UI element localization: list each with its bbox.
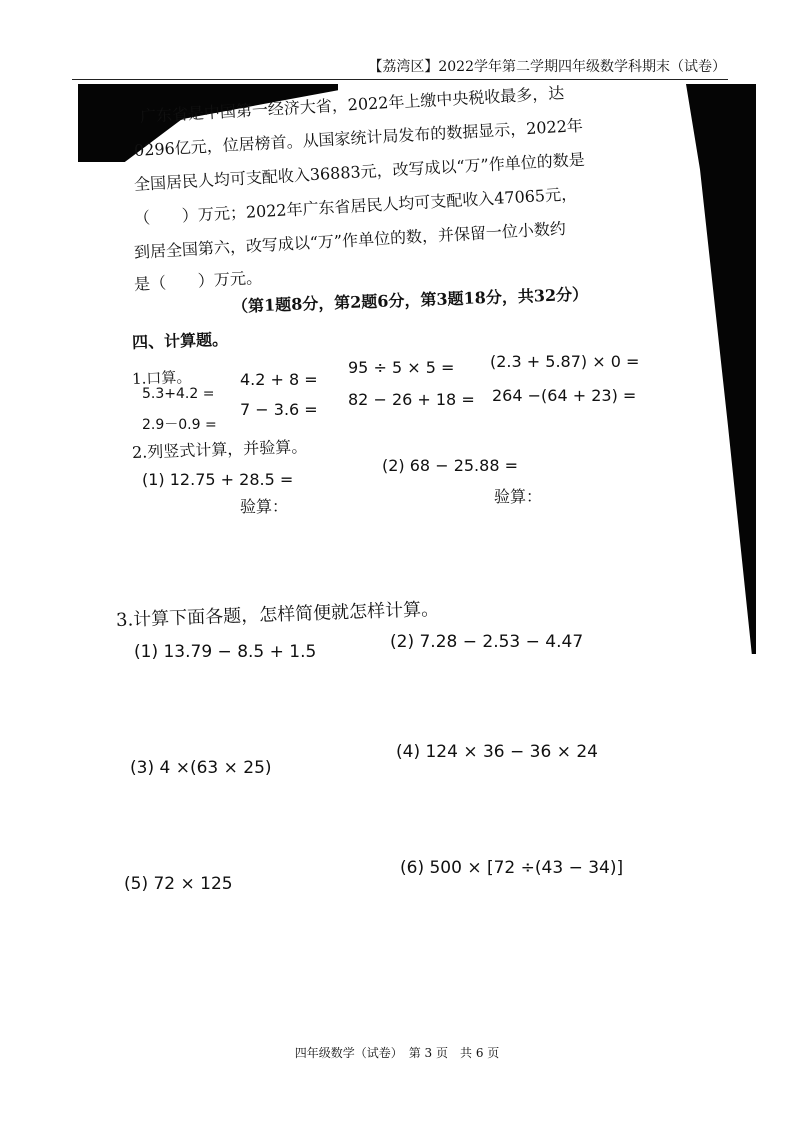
q1-label: 1.口算。 <box>131 367 192 388</box>
fill-blank-line-4: （ ）万元；2022年广东省居民人均可支配收入47065元， <box>133 184 578 228</box>
q1-item-2: 4.2 + 8 = <box>240 370 318 389</box>
q2-label: 2.列竖式计算，并验算。 <box>131 436 308 462</box>
fill-blank-line-3: 全国居民人均可支配收入36883元，改写成以“万”作单位的数是 <box>133 149 586 194</box>
scan-dark-right <box>686 84 756 654</box>
fill-blank-line-5: 到居全国第六，改写成以“万”作单位的数，并保留一位小数约 <box>133 218 567 262</box>
q1-item-3: 95 ÷ 5 × 5 = <box>348 358 455 377</box>
q3-label: 3.计算下面各题，怎样简便就怎样计算。 <box>115 598 440 631</box>
header-rule <box>72 79 728 80</box>
q1-item-4: (2.3 + 5.87) × 0 = <box>490 352 640 371</box>
q1-item-6: 7 − 3.6 = <box>240 400 318 419</box>
q3-item-1: (1) 13.79 − 8.5 + 1.5 <box>134 642 317 662</box>
q3-item-5: (5) 72 × 125 <box>124 874 233 894</box>
q1-item-5: 2.9－0.9 = <box>142 417 217 433</box>
q3-item-3: (3) 4 ×(63 × 25) <box>130 758 272 778</box>
section-title: 四、计算题。 <box>131 329 229 352</box>
q1-item-7: 82 − 26 + 18 = <box>348 390 475 409</box>
q1-item-8: 264 −(64 + 23) = <box>492 386 637 405</box>
q2-part-2: (2) 68 − 25.88 = <box>382 456 518 475</box>
fill-blank-line-2: 0296亿元，位居榜首。从国家统计局发布的数据显示，2022年 <box>133 115 584 160</box>
q3-item-4: (4) 124 × 36 − 36 × 24 <box>396 742 598 762</box>
q2-check-2: 验算： <box>494 487 543 506</box>
q1-item-1: 5.3+4.2 = <box>142 386 215 402</box>
section-score: （第1题8分，第2题6分，第3题18分，共32分） <box>231 284 589 316</box>
page-footer: 四年级数学（试卷） 第 3 页 共 6 页 <box>294 1046 500 1060</box>
q3-item-6: (6) 500 × [72 ÷(43 − 34)] <box>400 858 624 878</box>
fill-blank-line-1: 广东省是中国第一经济大省，2022年上缴中央税收最多，达 <box>139 83 565 126</box>
page-header: 【荔湾区】2022学年第二学期四年级数学科期末（试卷） <box>368 59 726 75</box>
q2-part-1: (1) 12.75 + 28.5 = <box>142 470 294 489</box>
fill-blank-line-6: 是（ ）万元。 <box>133 267 263 294</box>
q2-check-1: 验算： <box>240 497 289 516</box>
q3-item-2: (2) 7.28 − 2.53 − 4.47 <box>390 632 584 652</box>
